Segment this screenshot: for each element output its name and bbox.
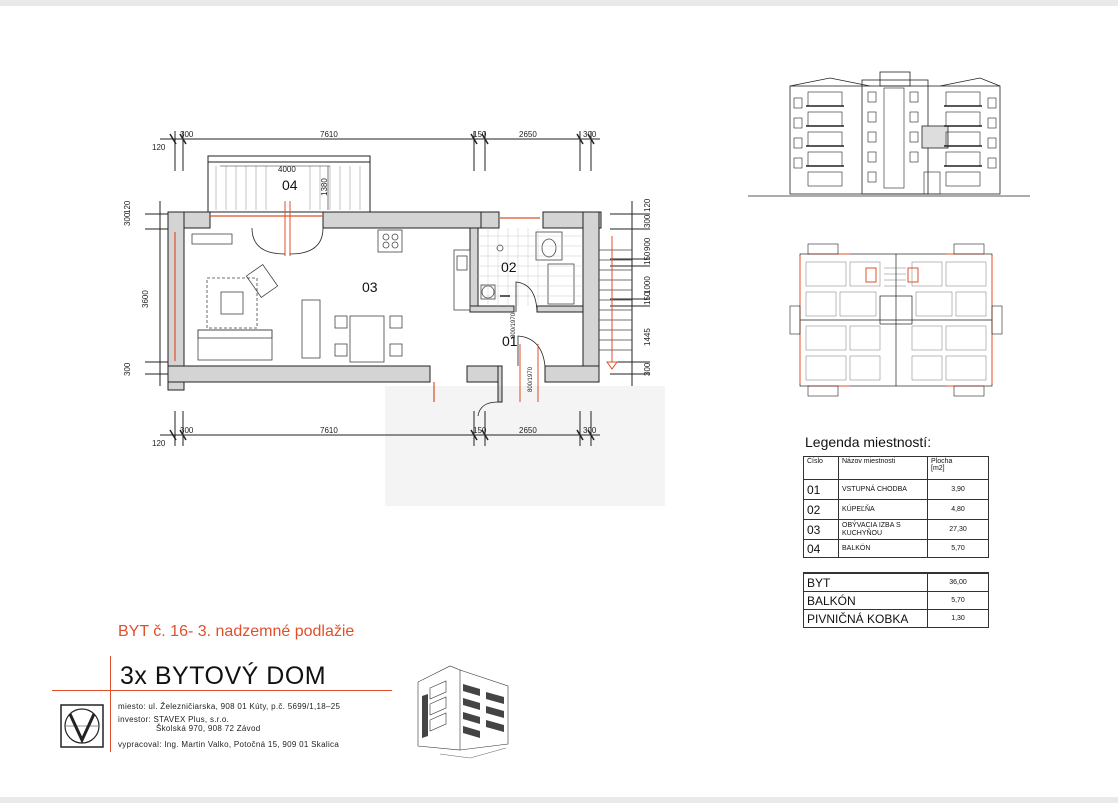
- room-label-03: 03: [362, 279, 378, 295]
- legend-header-area: Plocha [m2]: [928, 457, 989, 480]
- dimension-label: 1380: [320, 178, 329, 196]
- room-label-04: 04: [282, 177, 298, 193]
- dimension-label: 150: [643, 291, 652, 305]
- table-row: 02 KÚPEĽŇA 4,80: [804, 500, 989, 520]
- dimension-label: 120: [152, 143, 166, 152]
- drawing-subtitle: BYT č. 16- 3. nadzemné podlažie: [118, 623, 355, 640]
- dimension-label: 120: [123, 200, 132, 214]
- area-summary-table: [803, 572, 989, 628]
- table-row: BALKÓN 5,70: [804, 592, 989, 610]
- room-label-02: 02: [501, 259, 517, 275]
- dimension-label: 300: [123, 212, 132, 226]
- dimension-label: 300: [583, 426, 597, 435]
- dimension-label: 300: [123, 362, 132, 376]
- dimension-label: 120: [643, 198, 652, 212]
- legend-title: Legenda miestností:: [805, 434, 932, 450]
- room-legend-table: [803, 456, 989, 558]
- drawing-sheet: [0, 6, 1118, 797]
- dimension-label: 2650: [519, 130, 537, 139]
- dimension-label: 1000: [643, 276, 652, 294]
- dimension-label: 300: [180, 130, 194, 139]
- investor-address-text: Školská 970, 908 72 Závod: [156, 724, 261, 733]
- dimension-label: 4000: [278, 165, 296, 174]
- building-elevation: [748, 72, 1030, 196]
- author-text: vypracoval: Ing. Martin Valko, Potočná 15, 909 01 Skalica: [118, 740, 340, 749]
- dimension-label: 7610: [320, 426, 338, 435]
- investor-text: investor: STAVEX Plus, s.r.o.: [118, 715, 230, 724]
- dimension-label: 300: [180, 426, 194, 435]
- table-row: PIVNIČNÁ KOBKA 1,30: [804, 610, 989, 628]
- staircase: [599, 250, 632, 350]
- dimension-label: 150: [643, 251, 652, 265]
- building-sketch: [418, 666, 508, 758]
- dimension-label: 2650: [519, 426, 537, 435]
- dimension-label: 7610: [320, 130, 338, 139]
- key-plan: [790, 244, 1002, 396]
- dimension-label: 800/1970: [528, 366, 534, 392]
- dimension-label: 150: [473, 426, 487, 435]
- dimension-label: 300: [583, 130, 597, 139]
- dimension-label: 150: [473, 130, 487, 139]
- project-title: 3x BYTOVÝ DOM: [120, 662, 327, 690]
- table-row: 03 OBÝVACIA IZBA S KUCHYŇOU 27,30: [804, 520, 989, 540]
- room-label-01: 01: [502, 333, 518, 349]
- table-row: BYT 36,00: [804, 573, 989, 592]
- dimension-label: 900: [643, 237, 652, 251]
- dimension-label: 300: [643, 214, 652, 228]
- dimension-label: 300: [643, 362, 652, 376]
- dimension-label: 120: [152, 439, 166, 448]
- legend-header-number: Číslo: [804, 457, 839, 480]
- dimension-label: 3600: [141, 290, 150, 308]
- dimension-label: 1445: [643, 328, 652, 346]
- table-row: 01 VSTUPNÁ CHODBA 3,90: [804, 480, 989, 500]
- dimension-label: 800/1970: [511, 312, 517, 338]
- table-row: 04 BALKÓN 5,70: [804, 540, 989, 558]
- title-block: [52, 656, 392, 756]
- company-logo-icon: [60, 704, 104, 748]
- watermark: [385, 386, 665, 506]
- legend-header-row: [804, 457, 989, 480]
- title-vertical-divider: [110, 656, 111, 752]
- location-text: miesto: ul. Železničiarska, 908 01 Kúty, p.č. 5699/1,18–25: [118, 702, 341, 711]
- legend-header-name: Názov miestnosti: [839, 457, 928, 480]
